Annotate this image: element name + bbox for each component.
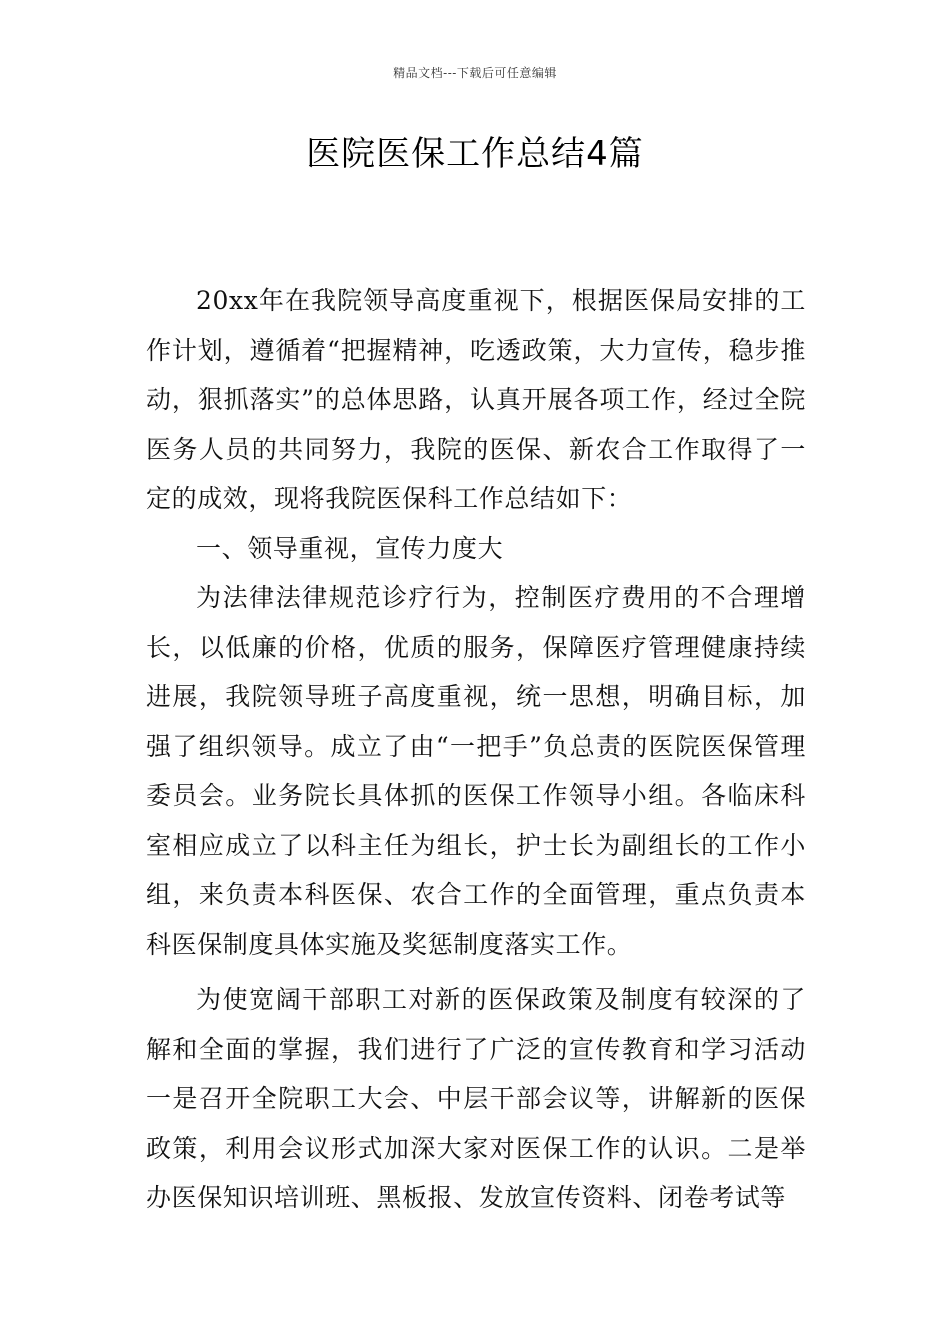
- document-body: [146, 276, 806, 1223]
- paragraph-intro: 20xx年在我院领导高度重视下，根据医保局安排的工作计划，遵循着“把握精神，吃透政策，大力宣传，稳步推动，狠抓落实”的总体思路，认真开展各项工作，经过全院医务人员的共同努力，我院的医保、新农合工作取得了一定的成效，现将我院医保科工作总结如下：: [146, 286, 806, 513]
- header-note: 精品文档---下载后可任意编辑: [393, 66, 557, 80]
- document-title: 医院医保工作总结4篇: [306, 134, 644, 174]
- paragraph-organization: 为法律法律规范诊疗行为，控制医疗费用的不合理增长，以低廉的价格，优质的服务，保障医疗管理健康持续进展，我院领导班子高度重视，统一思想，明确目标，加强了组织领导。成立了由“一把手”负总责的医院医保管理委员会。业务院长具体抓的医保工作领导小组。各临床科室相应成立了以科主任为组长，护士长为副组长的工作小组，来负责本科医保、农合工作的全面管理，重点负责本科医保制度具体实施及奖惩制度落实工作。: [146, 583, 806, 959]
- section-heading-1: 一、领导重视，宣传力度大: [196, 533, 504, 563]
- paragraph-publicity: 为使宽阔干部职工对新的医保政策及制度有较深的了解和全面的掌握，我们进行了广泛的宣传教育和学习活动一是召开全院职工大会、中层干部会议等，讲解新的医保政策，利用会议形式加深大家对医保工作的认识。二是举办医保知识培训班、黑板报、发放宣传资料、闭卷考试等: [146, 985, 806, 1212]
